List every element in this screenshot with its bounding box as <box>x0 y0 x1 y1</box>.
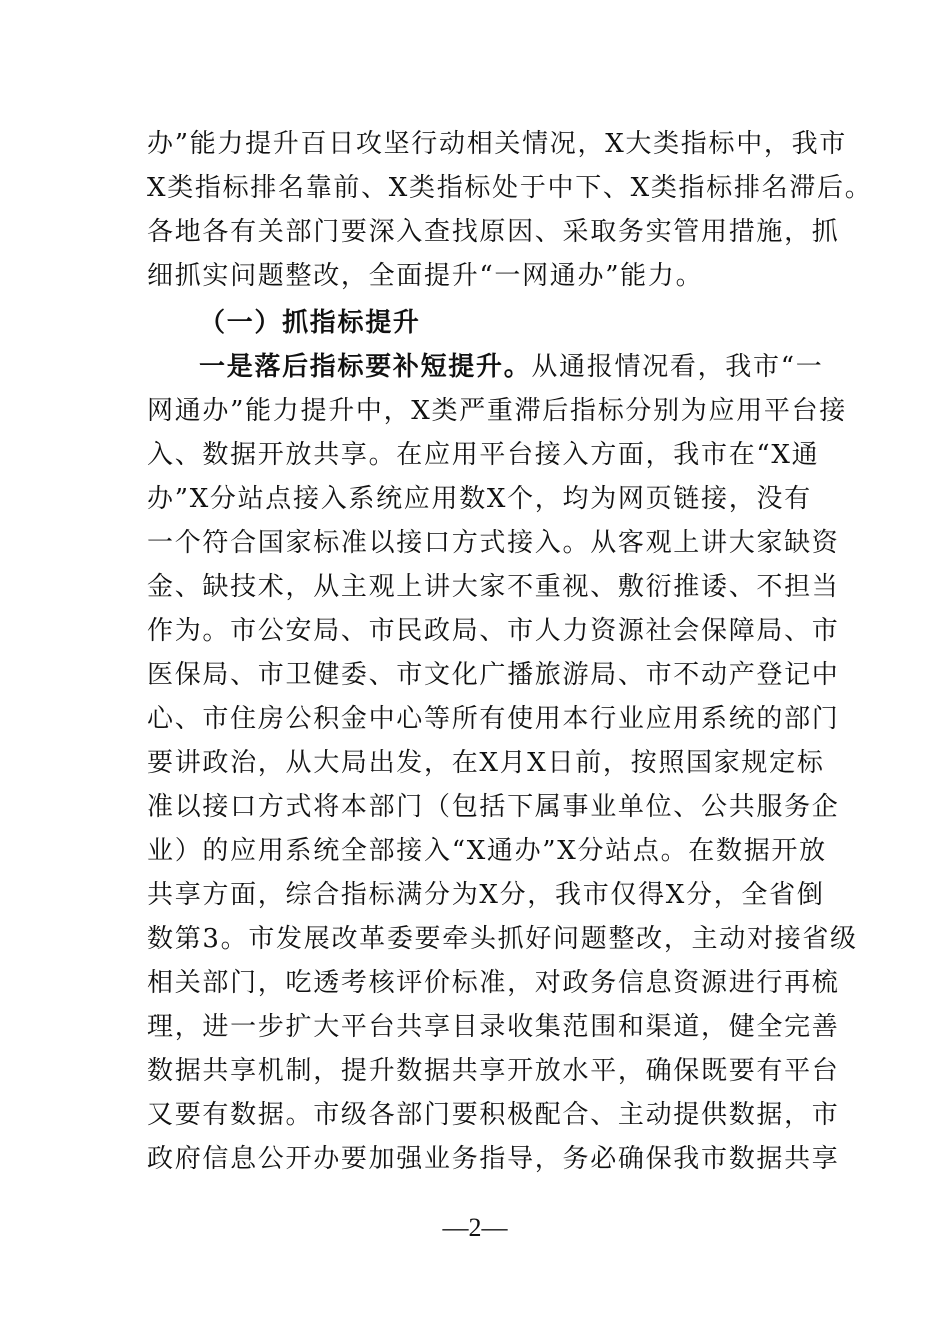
text-line: 心、市住房公积金中心等所有使用本行业应用系统的部门 <box>147 704 840 734</box>
text-line: 作为。市公安局、市民政局、市人力资源社会保障局、市 <box>147 616 840 646</box>
text-line: 办”X分站点接入系统应用数X个，均为网页链接，没有 <box>147 484 812 514</box>
text-line: 数第3。市发展改革委要牵头抓好问题整改，主动对接省级 <box>147 924 858 954</box>
text-line: 各地各有关部门要深入查找原因、采取务实管用措施，抓 <box>147 217 840 247</box>
text-line: 政府信息公开办要加强业务指导，务必确保我市数据共享 <box>147 1144 840 1174</box>
text-line: 业）的应用系统全部接入“X通办”X分站点。在数据开放 <box>147 836 827 866</box>
text-line: 又要有数据。市级各部门要积极配合、主动提供数据，市 <box>147 1100 840 1130</box>
text-line: 要讲政治，从大局出发，在X月X日前，按照国家规定标 <box>147 748 825 778</box>
text-line: 共享方面，综合指标满分为X分，我市仅得X分，全省倒 <box>147 880 825 910</box>
paragraph-lead-rest: 从通报情况看，我市“一 <box>531 352 824 382</box>
text-line: 数据共享机制，提升数据共享开放水平，确保既要有平台 <box>147 1056 840 1086</box>
text-line: 办”能力提升百日攻坚行动相关情况，X大类指标中，我市 <box>147 129 848 159</box>
section-heading: （一）抓指标提升 <box>199 308 421 338</box>
text-line: 一个符合国家标准以接口方式接入。从客观上讲大家缺资 <box>147 528 840 558</box>
text-line: 医保局、市卫健委、市文化广播旅游局、市不动产登记中 <box>147 660 840 690</box>
text-line: X类指标排名靠前、X类指标处于中下、X类指标排名滞后。 <box>147 173 873 203</box>
paragraph-lead-bold: 一是落后指标要补短提升。 <box>199 352 532 382</box>
paragraph-lead-line <box>199 345 824 389</box>
text-line: 金、缺技术，从主观上讲大家不重视、敷衍推诿、不担当 <box>147 572 840 602</box>
text-line: 理，进一步扩大平台共享目录收集范围和渠道，健全完善 <box>147 1012 840 1042</box>
page-number: —2— <box>442 1213 508 1242</box>
text-line: 入、数据开放共享。在应用平台接入方面，我市在“X通 <box>147 440 820 470</box>
text-line: 网通办”能力提升中，X类严重滞后指标分别为应用平台接 <box>147 396 848 426</box>
text-line: 相关部门，吃透考核评价标准，对政务信息资源进行再梳 <box>147 968 840 998</box>
text-line: 准以接口方式将本部门（包括下属事业单位、公共服务企 <box>147 792 840 822</box>
text-line: 细抓实问题整改，全面提升“一网通办”能力。 <box>147 261 704 291</box>
